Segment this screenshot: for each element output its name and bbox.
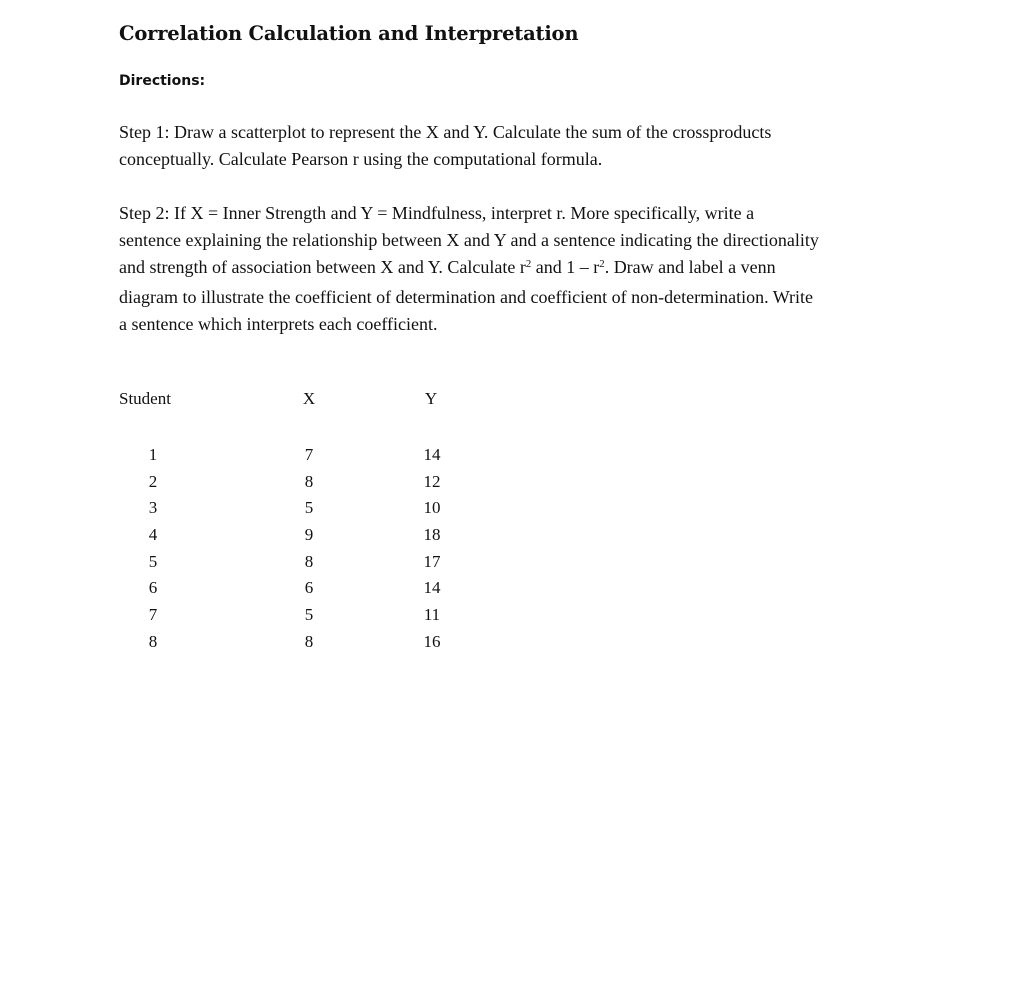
step1-paragraph bbox=[119, 119, 919, 173]
step2-line-3-part-a: and strength of association between X and Y. Calculate r bbox=[119, 257, 526, 277]
table-row bbox=[119, 578, 459, 605]
step1-line-1: Step 1: Draw a scatterplot to represent the X and Y. Calculate the sum of the crossproducts bbox=[119, 122, 772, 142]
step2-line-1: Step 2: If X = Inner Strength and Y = Mindfulness, interpret r. More specifically, write a bbox=[119, 203, 755, 223]
column-header-student: Student bbox=[119, 389, 171, 408]
y-cell: 11 bbox=[423, 605, 441, 625]
y-cell: 14 bbox=[423, 445, 441, 464]
student-cell: 1 bbox=[148, 445, 158, 464]
step2-line-3 bbox=[119, 254, 919, 284]
y-cell: 17 bbox=[423, 551, 441, 571]
student-cell: 7 bbox=[148, 605, 158, 625]
step2-line-4: diagram to illustrate the coefficient of determination and coefficient of non-determination. Write bbox=[119, 287, 814, 307]
x-cell: 5 bbox=[304, 605, 314, 625]
x-cell: 8 bbox=[304, 551, 314, 571]
student-cell: 6 bbox=[148, 578, 158, 598]
step2-line-3-part-b: and 1 – r bbox=[531, 257, 600, 277]
column-header-y: Y bbox=[424, 389, 438, 408]
x-cell: 7 bbox=[304, 445, 314, 464]
table-body bbox=[119, 445, 459, 659]
y-cell: 10 bbox=[423, 498, 441, 518]
step2-line-2: sentence explaining the relationship between X and Y and a sentence indicating the directionality bbox=[119, 230, 819, 250]
x-cell: 9 bbox=[304, 525, 314, 545]
page-title: Correlation Calculation and Interpretation bbox=[119, 22, 579, 45]
y-cell: 18 bbox=[423, 525, 441, 545]
table-row bbox=[119, 605, 459, 632]
student-cell: 8 bbox=[148, 631, 158, 651]
table-row bbox=[119, 498, 459, 525]
student-cell: 4 bbox=[148, 525, 158, 545]
table-row bbox=[119, 552, 459, 579]
x-cell: 5 bbox=[304, 498, 314, 518]
superscript-2: 2 bbox=[599, 257, 605, 270]
y-cell: 12 bbox=[423, 471, 441, 491]
step2-paragraph bbox=[119, 200, 919, 338]
superscript-2: 2 bbox=[525, 257, 532, 270]
table-row bbox=[119, 525, 459, 552]
x-cell: 6 bbox=[304, 578, 314, 598]
directions-label: Directions: bbox=[119, 73, 206, 89]
step2-line-3-part-c: . Draw and label a venn bbox=[604, 257, 776, 277]
step2-line-5: a sentence which interprets each coefficient. bbox=[119, 314, 438, 334]
table-row bbox=[119, 632, 459, 659]
x-cell: 8 bbox=[304, 631, 314, 651]
table-row bbox=[119, 445, 459, 472]
y-cell: 14 bbox=[423, 578, 441, 598]
x-cell: 8 bbox=[304, 471, 314, 491]
y-cell: 16 bbox=[423, 631, 441, 651]
student-cell: 2 bbox=[148, 471, 158, 491]
column-header-x: X bbox=[302, 389, 316, 408]
student-cell: 5 bbox=[148, 551, 158, 571]
step1-line-2: conceptually. Calculate Pearson r using the computational formula. bbox=[119, 149, 603, 169]
table-row bbox=[119, 472, 459, 499]
student-cell: 3 bbox=[148, 498, 158, 518]
